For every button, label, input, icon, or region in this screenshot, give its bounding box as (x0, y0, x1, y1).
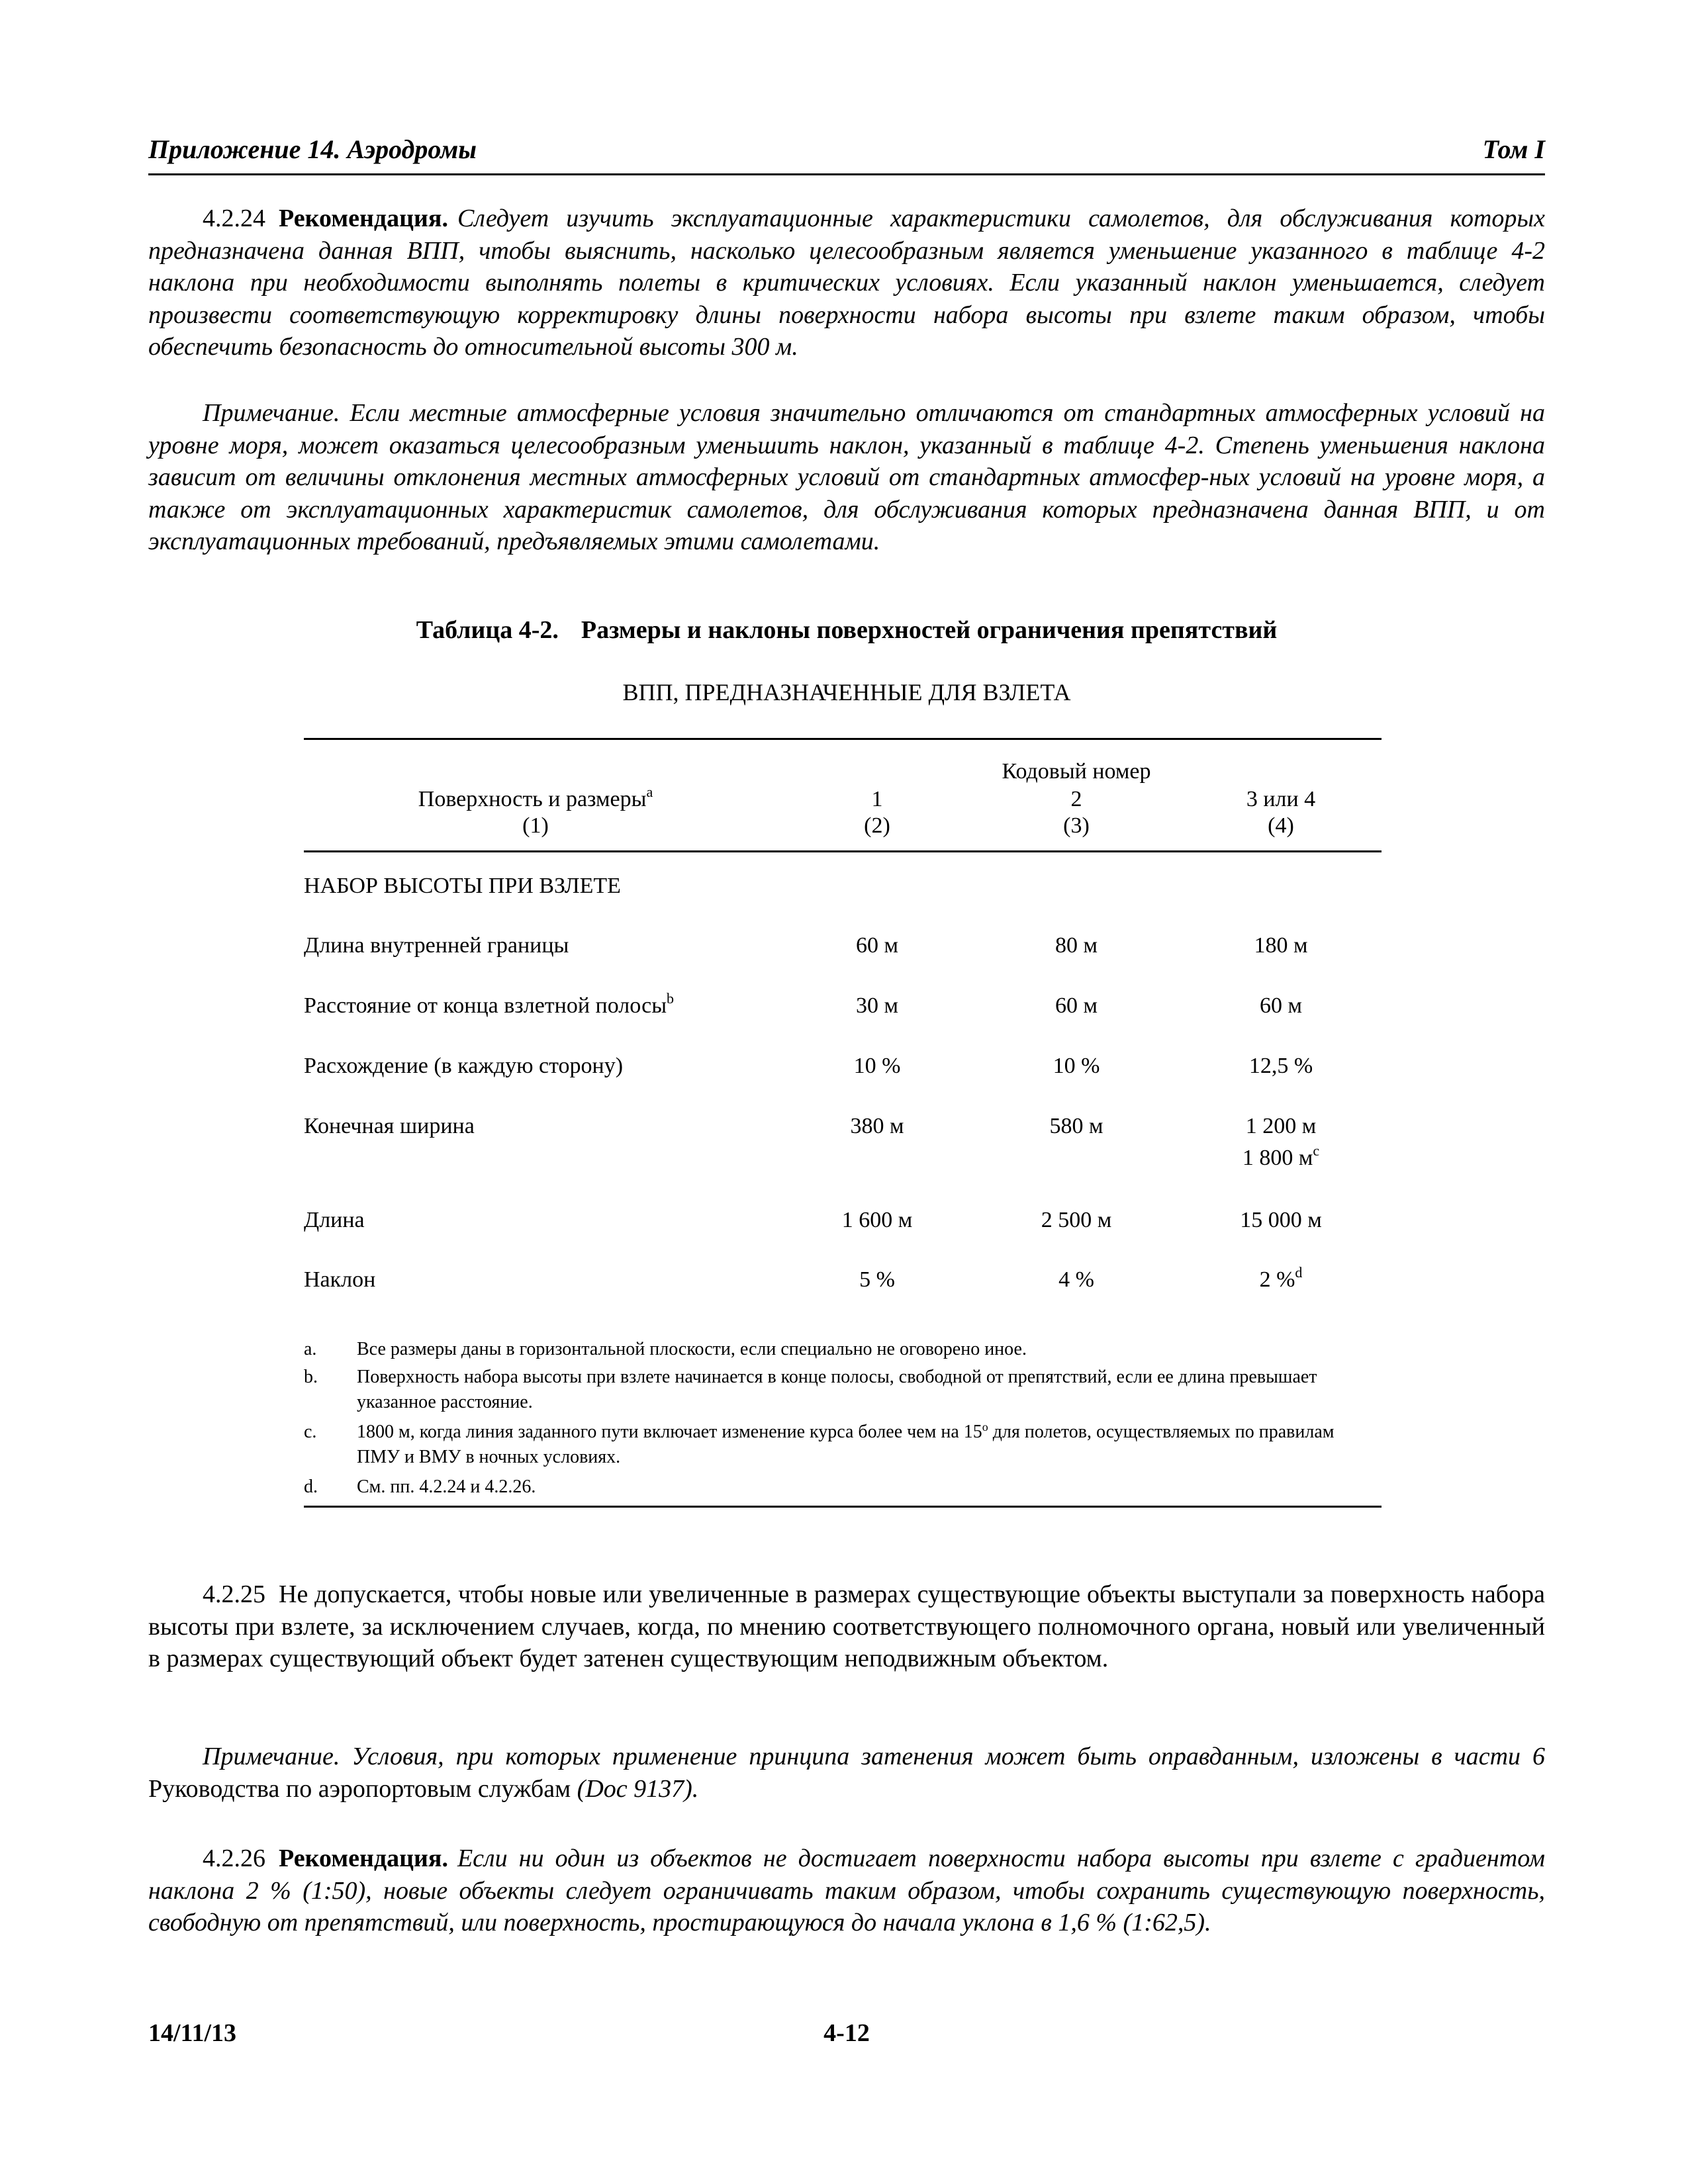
footer-page-number: 4-12 (823, 2019, 870, 2047)
row-value-code1: 1 600 м (841, 1208, 913, 1232)
row-label: Длина (304, 1208, 365, 1232)
header-title: Приложение 14. Аэродромы (148, 134, 477, 164)
col4-header: 3 или 4 (1246, 787, 1316, 811)
footnote-d: d. См. пп. 4.2.24 и 4.2.26. (304, 1477, 536, 1497)
paragraph-text: Если ни один из объектов не достигает поверхности набора высоты при взлете с градиентом наклона 2 % (1:50), новые объекты следует ограничивать таким образом, чтобы сохранить существующую поверхность, свободную от препятствий, или поверхность, простирающуюся до начала уклона в 1,6 % (1:62,5). (148, 1844, 1545, 1936)
row-value-code1: 60 м (855, 933, 898, 958)
row-value-code34: 60 м (1259, 993, 1302, 1018)
row-label: Расхождение (в каждую сторону) (304, 1054, 624, 1078)
paragraph-4-2-24 (148, 203, 1545, 363)
table-number: Таблица 4-2. (416, 616, 559, 644)
row-label: Длина внутренней границы (304, 933, 569, 958)
paragraph-text: Не допускается, чтобы новые или увеличенные в размерах существующие объекты выступали за поверхность набора высоты при взлете, за исключением случаев, когда, по мнению соответствующего полномочного органа, новый или увеличенный в размерах существующий объект будет затенен существующим неподвижным объектом. (148, 1580, 1545, 1672)
doc-reference: Руководства по аэропортовым службам (148, 1774, 571, 1803)
running-header (148, 130, 1545, 175)
col1-number: (1) (522, 813, 549, 838)
paragraph-4-2-26 (148, 1843, 1545, 1939)
table-top-rule (304, 738, 1382, 740)
row-label: Конечная ширина (304, 1114, 475, 1138)
col3-number: (3) (1063, 813, 1090, 838)
page (148, 0, 1545, 2184)
footnote-a: a. Все размеры даны в горизонтальной плоскости, если специально не оговорено иное. (304, 1339, 1027, 1359)
row-value-code34: 1 200 м (1245, 1114, 1317, 1138)
header-volume: Том I (1482, 134, 1545, 164)
row-value-code34: 15 000 м (1240, 1208, 1322, 1232)
footer-date: 14/11/13 (148, 2019, 237, 2047)
paragraph-4-2-25 (148, 1578, 1545, 1675)
row-value-code2: 580 м (1049, 1114, 1103, 1138)
row-value-code1: 5 % (859, 1267, 895, 1292)
table-subtitle: ВПП, ПРЕДНАЗНАЧЕННЫЕ ДЛЯ ВЗЛЕТА (622, 679, 1071, 705)
table-header-rule (304, 850, 1382, 852)
paragraph-text: Следует изучить эксплуатационные характеристики самолетов, для обслуживания которых предназначена данная ВПП, чтобы выяснить, насколько целесообразным является уменьшение указанного в таблице 4-2 наклона при необходимости выполнять полеты в критических условиях. Если указанный наклон уменьшается, следует произвести соответствующую корректировку длины поверхности набора высоты при взлете таким образом, чтобы обеспечить безопасность до относительной высоты 300 м. (148, 205, 1545, 361)
row-value-code2: 10 % (1053, 1054, 1100, 1078)
row-value-code1: 10 % (853, 1054, 901, 1078)
footnote-b: b. Поверхность набора высоты при взлете начинается в конце полосы, свободной от препятствий, если ее длина превышает указанное расстояние. (304, 1367, 1317, 1412)
col4-number: (4) (1268, 813, 1294, 838)
row-value-code34: 2 %$^d$ (1259, 1264, 1303, 1292)
row-value-code1: 380 м (850, 1114, 904, 1138)
col3-header: 2 (1070, 787, 1082, 811)
row-value-code34-alt: 1 800 $м^c$ (1242, 1142, 1320, 1170)
row-value-code2: 60 м (1055, 993, 1098, 1018)
paragraph-number: 4.2.24 (203, 205, 265, 232)
table-title (148, 615, 1545, 645)
col2-number: (2) (864, 813, 890, 838)
paragraph-number: 4.2.25 (203, 1580, 265, 1608)
row-label: Наклон (304, 1267, 376, 1292)
table-bottom-rule (304, 1506, 1382, 1508)
recommendation-label: Рекомендация. (279, 205, 448, 232)
paragraph-number: 4.2.26 (203, 1844, 265, 1872)
row-value-code34: 12,5 % (1248, 1054, 1313, 1078)
col1-header: Поверхность и размеры$^a$ (418, 784, 653, 811)
code-number-header: Кодовый номер (1002, 759, 1151, 784)
table-title-text: Размеры и наклоны поверхностей ограничения препятствий (581, 616, 1278, 644)
row-value-code2: 80 м (1055, 933, 1098, 958)
row-value-code2: 4 % (1058, 1267, 1094, 1292)
col2-header: 1 (871, 787, 883, 811)
note-1: Примечание. Если местные атмосферные условия значительно отличаются от стандартных атмосферных условий на уровне моря, может оказаться целесообразным уменьшить наклон, указанный в таблице 4-2. Степень уменьшения наклона зависит от величины отклонения местных атмосферных условий от стандартных атмосфер-ных условий на уровне моря, а также от эксплуатационных характеристик самолетов, для обслуживания которых предназначена данная ВПП, и от эксплуатационных требований, предъявляемых этими самолетами. (148, 399, 1545, 555)
row-label: Расстояние от конца взлетной полосы$^b$ (304, 990, 675, 1018)
row-value-code34: 180 м (1254, 933, 1308, 958)
note-2: Примечание. Условия, при которых применение принципа затенения может быть оправданным, изложены в части 6 Руководства по аэропортовым службам (Doc 9137). (148, 1743, 1545, 1803)
section-heading: НАБОР ВЫСОТЫ ПРИ ВЗЛЕТЕ (304, 874, 621, 898)
footnote-c: c. 1800 м, когда линия заданного пути включает изменение курса более чем на $15^о$ для полетов, осуществляемых по правилам ПМУ и ВМУ в ночных условиях. (304, 1420, 1335, 1467)
recommendation-label: Рекомендация. (279, 1844, 448, 1872)
row-value-code2: 2 500 м (1041, 1208, 1112, 1232)
row-value-code1: 30 м (855, 993, 898, 1018)
